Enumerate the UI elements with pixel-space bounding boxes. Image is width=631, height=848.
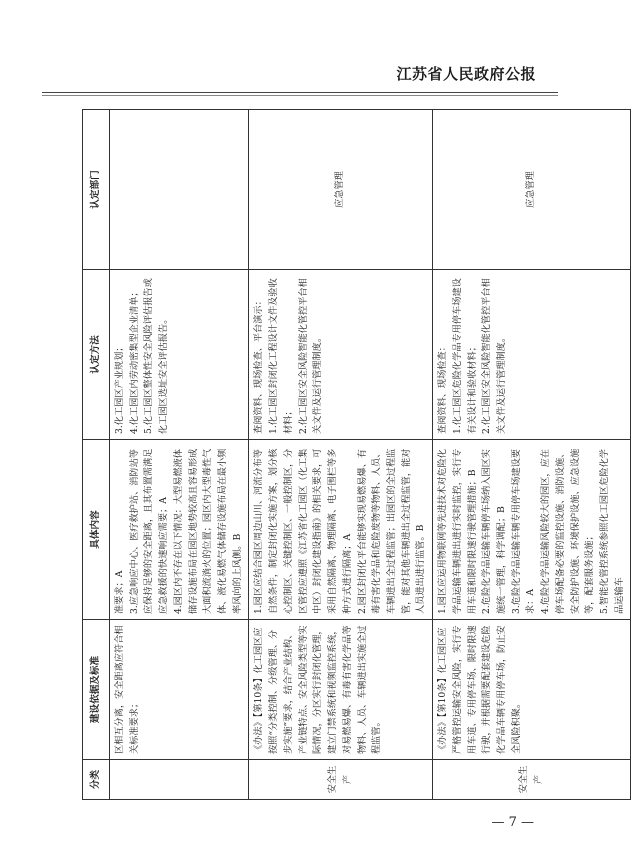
method-line: 2.化工园区安全风险智能化管控平台相关文件及运行管理制度。 [481,278,507,434]
content-line: 1.园区应结合园区周边山川、河流分布等自然条件，制定封闭化实施方案，划分核心控制区、关键控制区、一般控制区，分区管控应遵照《江苏省化工园区（化工集中区）封闭化建设指南》的相关要求，可采用自然隔离、物理隔离、电子围栏等多种方式进行隔离；A [253,448,353,614]
row-dept: 应急管理 [433,110,631,270]
row-method [433,270,631,440]
header-basis: 建设依据及标准 [83,620,110,760]
method-line: 4.化工园区内劳动密集型企业清单； [128,287,140,434]
row-dept [110,110,249,270]
standards-table [82,109,631,800]
content-line: 1.园区应运用物联网等先进技术对危险化学品运输车辆进出进行实时监控，实行专用车道和限时限速行驶管理措施；B [437,448,478,614]
method-line: 1.化工园区危险化学品专用停车场建设有关设计和验收材料； [451,278,478,434]
header-content: 具体内容 [83,440,110,620]
row-dept: 应急管理 [249,110,433,270]
method-line: 1.化工园区封闭化工程设计文件及验收材料； [268,278,294,434]
content-line: 3.危险化学品运输车辆专用停车场建设要求：A [510,449,537,614]
row-content [433,440,631,620]
row-content [110,440,249,620]
content-line: 2.园区封闭化平台能够实现易燃易爆、有毒有害化学品和危险废物等物料、人员、车辆进出全过程监管；出园区的全过程监管，能对其他车辆进出全过程监管，能对人员进出进行监管。B [356,448,427,614]
header-category: 分类 [83,760,110,800]
method-line: 查阅资料、现场检查： [437,342,449,434]
content-line: 2.危险化学品运输车辆停车场纳入园区实施统一管理，科学调配；B [481,449,507,614]
table-header-row [83,110,110,800]
row-basis: 《办法》【第10条】化工园区应严格管控运输安全风险，实行专用车道、专用停车场、限时限速行驶，并根据需要配套建设危险化学品车辆专用停车场，防止安全风险积聚。 [433,620,631,760]
row-method [249,270,433,440]
method-line: 查阅资料、现场检查、平台演示： [253,296,265,434]
header-rule-thin [42,95,558,96]
method-line: 2.化工园区安全风险智能化管控平台相关文件及运行管理制度。 [297,278,324,434]
row-category: 安全生产 [249,760,433,800]
header-rule [42,92,558,93]
row-category: 安全生产 [433,760,631,800]
row-content [249,440,433,620]
table-row [249,110,433,800]
content-line: 3.应急响应中心、医疗救护站、消防站等应保持足够的安全距离，且其布置需满足应急救援的快速响应需要；A [128,448,170,614]
method-line: 3.化工园区产业规划； [114,342,125,434]
method-line: 5.化工园区整体性安全风险评估报告或化工园区选址安全评估报告。 [143,278,170,434]
content-line: 5.智能化管控系统参照化工园区危险化学品运输车 [599,449,625,614]
gazette-title: 江苏省人民政府公报 [396,65,536,83]
content-line: 4.园区内不存在以下情况：大型易燃液体储存设施布局在园区地势较高且容易形成大面积流淌火的位置；园区内大型毒性气体、液化易燃气体储存设施布局在最小频率风向的上风侧。B [172,448,243,614]
header-dept: 认定部门 [83,110,110,270]
page-number: — 7 — [491,815,534,830]
header-method: 认定方法 [83,270,110,440]
row-basis: 区相互分离，安全距离应符合相关标准要求； [110,620,249,760]
content-line: 准要求；A [114,570,125,614]
row-method [110,270,249,440]
row-basis: 《办法》【第10条】化工园区应按照“分类控制、分级管理、分步实施”要求，结合产业结构、产业链特点、安全风险类型等实际情况，分区实行封闭化管理，建立门禁系统和视频监控系统，对易燃易爆、有毒有害化学品等物料、人员、车辆进出实施全过程监管。 [249,620,433,760]
content-line: 4.危险化学品运输风险较大的园区，应在停车场配备必要的监控设施、消防设施、安全防护设施、环境保护设施、应急设施等，配套服务设施； [540,448,596,614]
table-row [110,110,249,800]
row-category [110,760,249,800]
rotated-table-container [82,110,625,800]
table-row [433,110,631,800]
